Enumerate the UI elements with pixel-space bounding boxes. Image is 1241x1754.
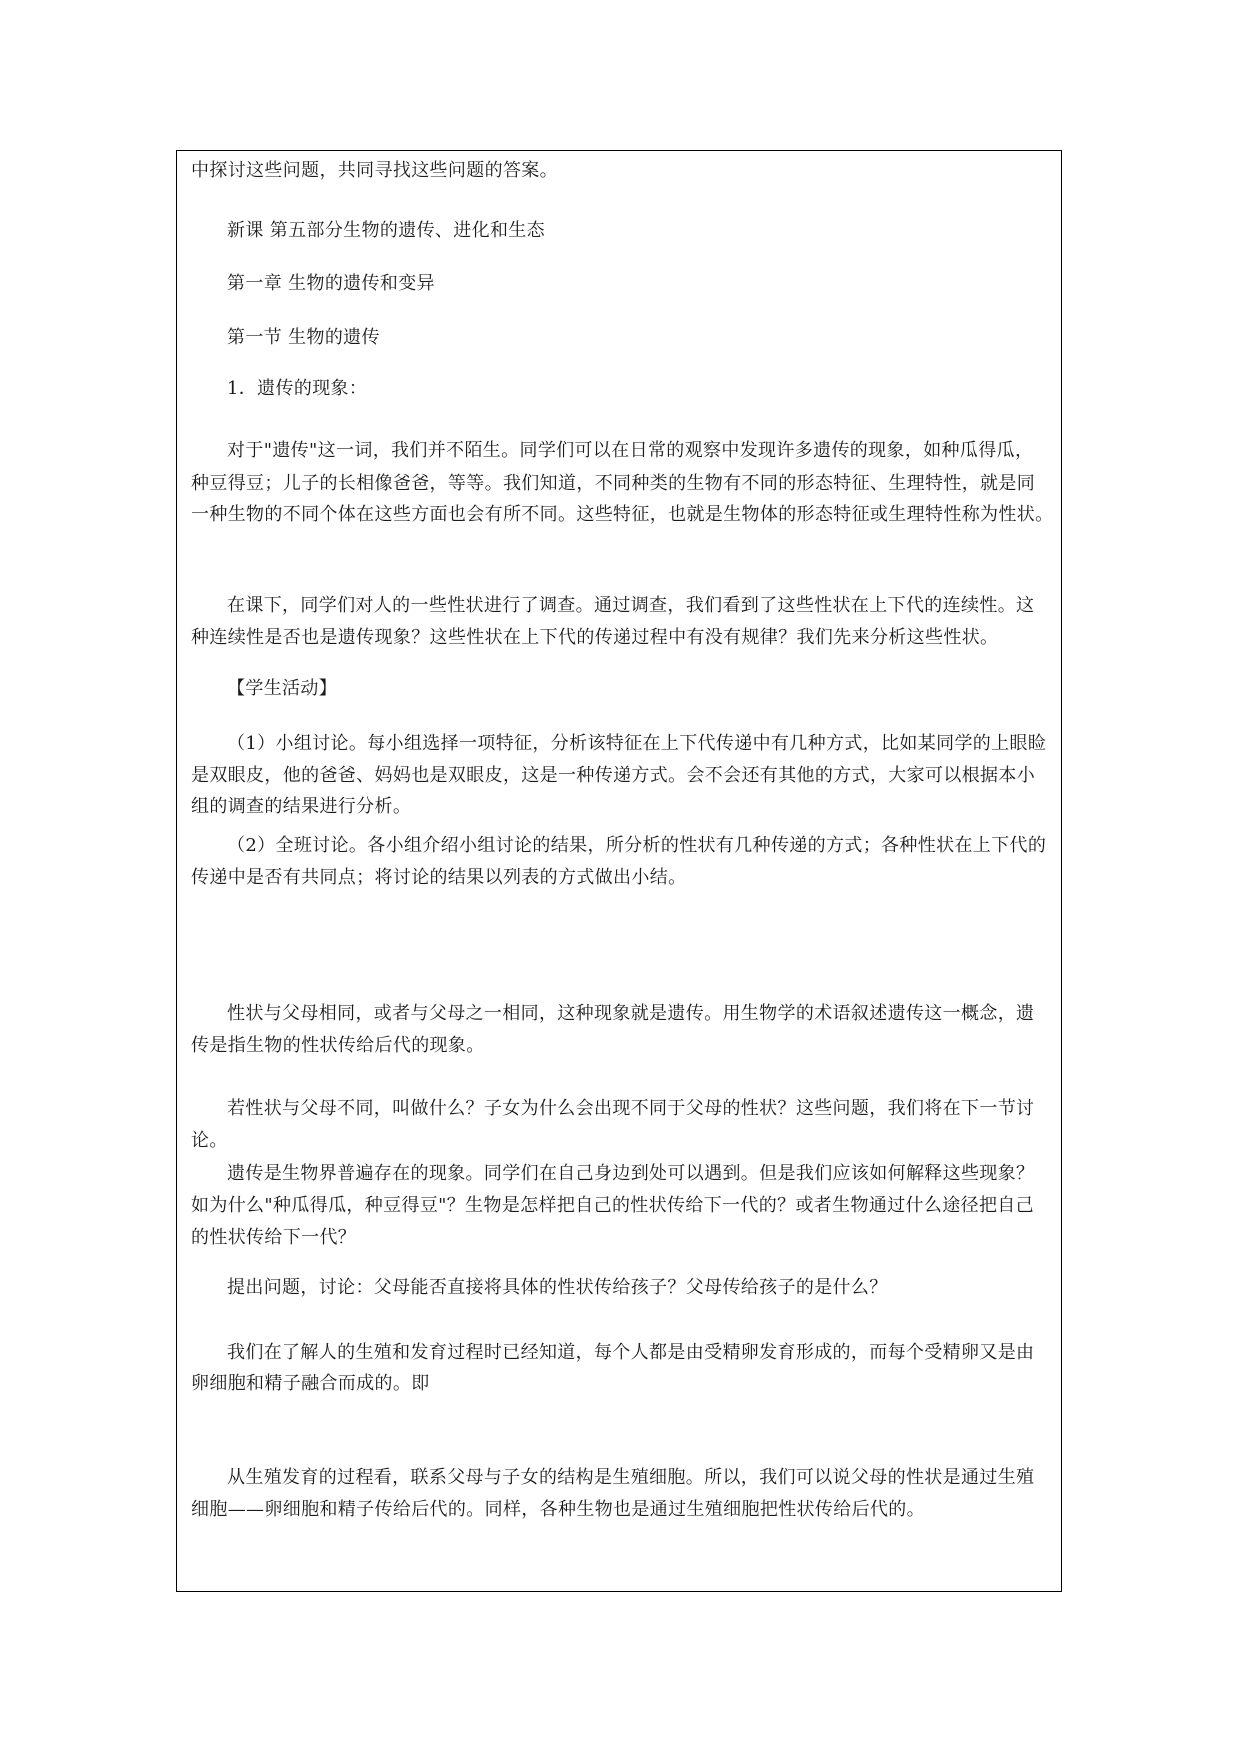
paragraph-line: 遗传是生物界普遍存在的现象。同学们在自己身边到处可以遇到。但是我们应该如何解释这些现象？: [227, 1163, 1035, 1184]
paragraph-line: 对于"遗传"这一词，我们并不陌生。同学们可以在日常的观察中发现许多遗传的现象，如种瓜得瓜，: [227, 440, 1034, 461]
paragraph-line: 从生殖发育的过程看，联系父母与子女的结构是生殖细胞。所以，我们可以说父母的性状是通过生殖: [227, 1467, 1035, 1488]
paragraph-line: 在课下，同学们对人的一些性状进行了调查。通过调查，我们看到了这些性状在上下代的连续性。这: [227, 595, 1035, 616]
paragraph-line: 论。: [191, 1130, 228, 1151]
paragraph-line: 性状与父母相同，或者与父母之一相同，这种现象就是遗传。用生物学的术语叙述遗传这一概念，遗: [227, 1003, 1035, 1024]
paragraph-line: 种豆得豆；儿子的长相像爸爸，等等。我们知道，不同种类的生物有不同的形态特征、生理特性，就是同: [191, 473, 1036, 494]
paragraph-line: 我们在了解人的生殖和发育过程时已经知道，每个人都是由受精卵发育形成的，而每个受精卵又是由: [227, 1342, 1035, 1363]
paragraph-line: 的性状传给下一代？: [191, 1227, 357, 1248]
student-activity-heading: 【学生活动】: [227, 678, 338, 699]
paragraph-line: 传递中是否有共同点；将讨论的结果以列表的方式做出小结。: [191, 867, 687, 888]
paragraph-line: 一种生物的不同个体在这些方面也会有所不同。这些特征，也就是生物体的形态特征或生理特性称为性状。: [191, 504, 1054, 525]
paragraph-line: 如为什么"种瓜得瓜，种豆得豆"？生物是怎样把自己的性状传给下一代的？或者生物通过什么途径把自己: [191, 1195, 1035, 1216]
paragraph-line: 若性状与父母不同，叫做什么？子女为什么会出现不同于父母的性状？这些问题，我们将在下一节讨: [227, 1098, 1035, 1119]
paragraph-line: 是双眼皮，他的爸爸、妈妈也是双眼皮，这是一种传递方式。会不会还有其他的方式，大家可以根据本小: [191, 765, 1036, 786]
lesson-content-box: [176, 150, 1062, 1592]
paragraph-line: （2）全班讨论。各小组介绍小组讨论的结果，所分析的性状有几种传递的方式；各种性状在上下代的: [227, 835, 1047, 856]
paragraph-line: （1）小组讨论。每小组选择一项特征，分析该特征在上下代传递中有几种方式，比如某同学的上眼睑: [227, 733, 1047, 754]
paragraph-line: 组的调查的结果进行分析。: [191, 796, 412, 817]
paragraph-line: 种连续性是否也是遗传现象？这些性状在上下代的传递过程中有没有规律？我们先来分析这些性状。: [191, 627, 999, 648]
section-heading: 第一节 生物的遗传: [227, 327, 380, 348]
paragraph-line: 提出问题，讨论：父母能否直接将具体的性状传给孩子？父母传给孩子的是什么？: [227, 1277, 888, 1298]
new-lesson-heading: 新课 第五部分生物的遗传、进化和生态: [227, 220, 546, 241]
paragraph-line: 传是指生物的性状传给后代的现象。: [191, 1035, 485, 1056]
paragraph-line: 细胞——卵细胞和精子传给后代的。同样，各种生物也是通过生殖细胞把性状传给后代的。: [191, 1499, 925, 1520]
paragraph-line: 卵细胞和精子融合而成的。即: [191, 1373, 430, 1394]
subsection-heading: 1．遗传的现象：: [227, 378, 368, 399]
text-line: 中探讨这些问题，共同寻找这些问题的答案。: [191, 160, 558, 181]
chapter-heading: 第一章 生物的遗传和变异: [227, 273, 435, 294]
